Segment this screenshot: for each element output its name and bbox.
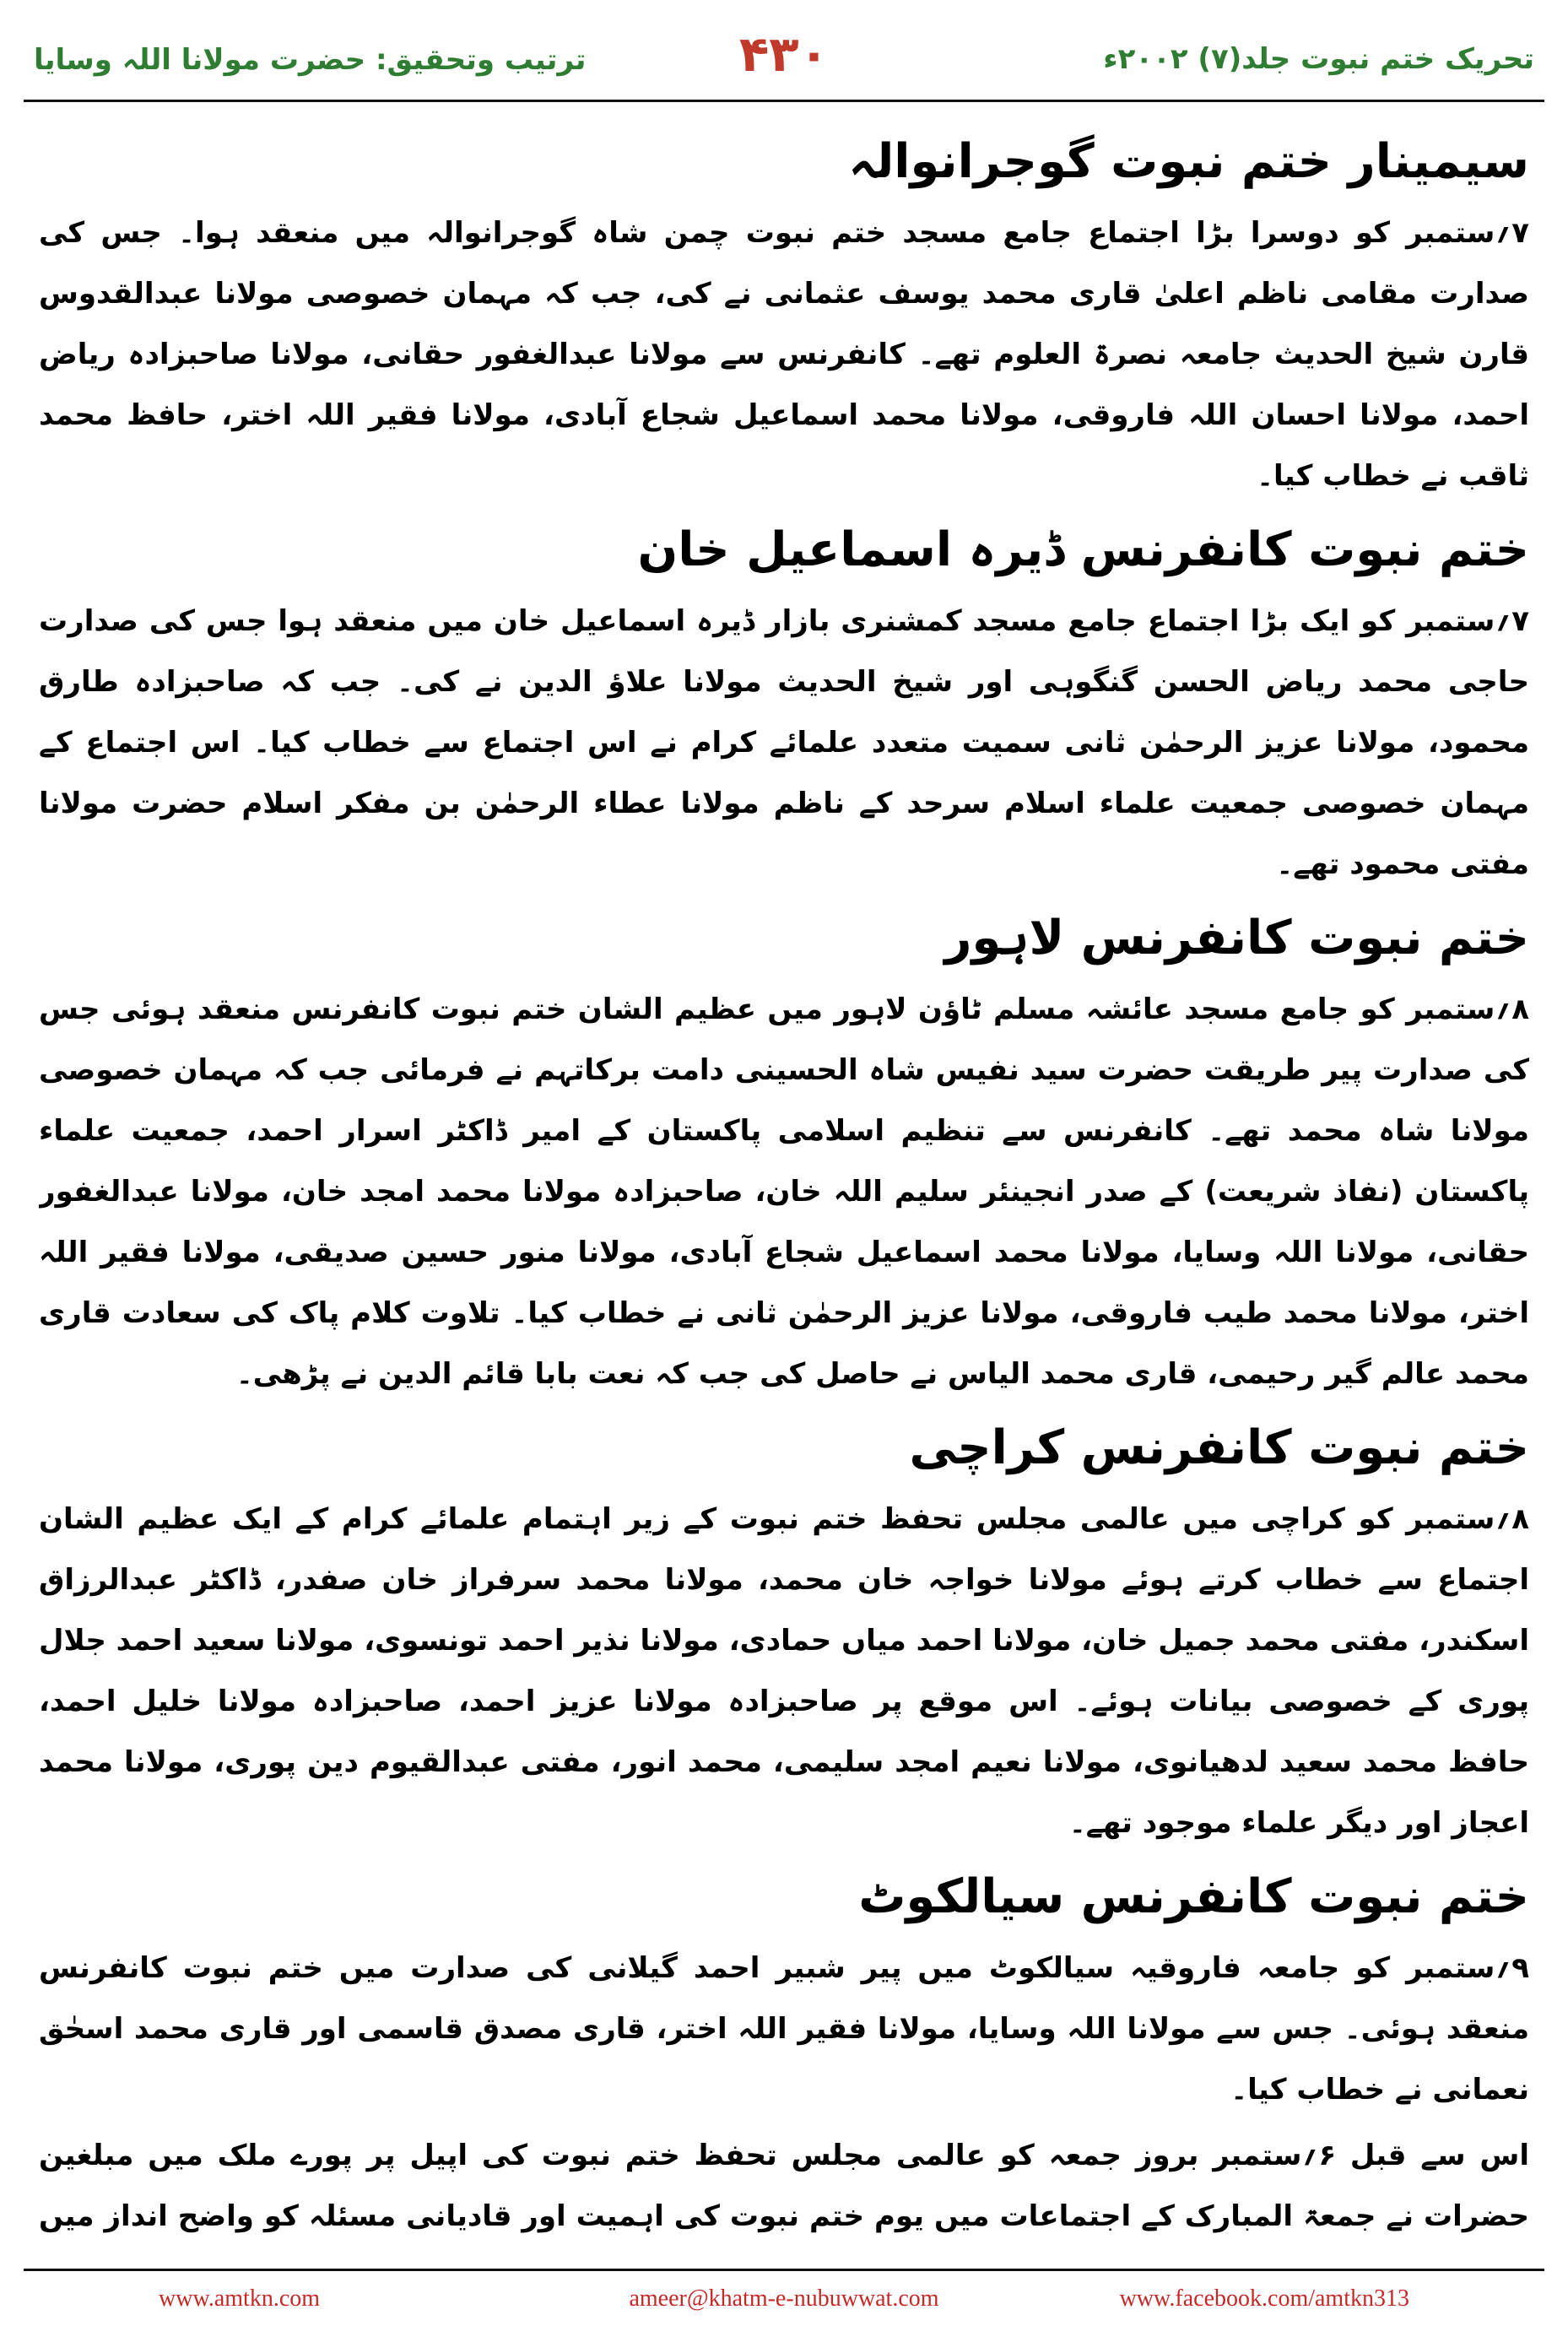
section-lahore bbox=[39, 905, 1529, 1404]
header-book-title: تحریک ختم نبوت جلد(۷) ۲۰۰۲ء bbox=[1103, 42, 1534, 76]
section-title: ختم نبوت کانفرنس کراچی bbox=[909, 1420, 1529, 1475]
footer-divider bbox=[24, 2269, 1544, 2271]
footer-facebook-link[interactable]: www.facebook.com/amtkn313 bbox=[1119, 2285, 1409, 2312]
footer-email-link[interactable]: ameer@khatm-e-nubuwwat.com bbox=[629, 2285, 939, 2312]
section-sialkot bbox=[39, 1863, 1529, 2258]
section-title: ختم نبوت کانفرنس لاہور bbox=[944, 911, 1529, 965]
section-karachi bbox=[39, 1414, 1529, 1853]
paragraph: ۸؍ستمبر کو کراچی میں عالمی مجلس تحفظ ختم نبوت کے زیر اہتمام علمائے کرام کے ایک عظیم الشان اجتماع سے خطاب کرتے ہوئے مولانا خواجہ خان محمد، مولانا محمد سرفراز خان صفدر، ڈاکٹر عبدالرزاق اسکندر، مفتی محمد جمیل خان، مولانا احمد میاں حمادی، مولانا نذیر احمد تونسوی، مولانا سعید احمد جلال پوری کے خصوصی بیانات ہوئے۔ اس موقع پر صاحبزادہ مولانا عزیز احمد، صاحبزادہ مولانا خلیل احمد، حافظ محمد سعید لدھیانوی، مولانا نعیم امجد سلیمی، محمد انور، مفتی عبدالقیوم دین پوری، مولانا محمد اعجاز اور دیگر علماء موجود تھے۔ bbox=[39, 1502, 1529, 1840]
footer-website-link[interactable]: www.amtkn.com bbox=[159, 2285, 321, 2312]
page-footer bbox=[24, 2279, 1544, 2321]
paragraph: ۷؍ستمبر کو ایک بڑا اجتماع جامع مسجد کمشنری بازار ڈیرہ اسماعیل خان میں منعقد ہوا جس کی صدارت حاجی محمد ریاض الحسن گنگوہی اور شیخ الحدیث مولانا علاؤ الدین نے کی۔ جب کہ صاحبزادہ طارق محمود، مولانا عزیز الرحمٰن ثانی سمیت متعدد علمائے کرام نے اس اجتماع سے خطاب کیا۔ اس اجتماع کے مہمان خصوصی جمعیت علماء اسلام سرحد کے ناظم مولانا عطاء الرحمٰن بن مفکر اسلام حضرت مولانا مفتی محمود تھے۔ bbox=[39, 604, 1529, 881]
section-title: ختم نبوت کانفرنس سیالکوٹ bbox=[858, 1869, 1529, 1924]
page-content bbox=[39, 118, 1529, 2258]
header-compiler: ترتیب وتحقیق: حضرت مولانا اللہ وسایا bbox=[34, 43, 587, 77]
page-header bbox=[24, 25, 1544, 93]
section-title: سیمینار ختم نبوت گوجرانوالہ bbox=[848, 134, 1529, 189]
section-dera-ismail-khan bbox=[39, 517, 1529, 895]
paragraph: ۷؍ستمبر کو دوسرا بڑا اجتماع جامع مسجد ختم نبوت چمن شاہ گوجرانوالہ میں منعقد ہوا۔ جس کی صدارت مقامی ناظم اعلیٰ قاری محمد یوسف عثمانی نے کی، جب کہ مہمان خصوصی مولانا عبدالقدوس قارن شیخ الحدیث جامعہ نصرۃ العلوم تھے۔ کانفرنس سے مولانا عبدالغفور حقانی، مولانا صاحبزادہ ریاض احمد، مولانا احسان اللہ فاروقی، مولانا محمد اسماعیل شجاع آبادی، مولانا فقیر اللہ اختر، حافظ محمد ثاقب نے خطاب کیا۔ bbox=[39, 216, 1529, 493]
paragraph: ۹؍ستمبر کو جامعہ فاروقیہ سیالکوٹ میں پیر شبیر احمد گیلانی کی صدارت میں ختم نبوت کانفرنس منعقد ہوئی۔ جس سے مولانا اللہ وسایا، مولانا فقیر اللہ اختر، قاری مصدق قاسمی اور قاری محمد اسحٰق نعمانی نے خطاب کیا۔ bbox=[39, 1951, 1529, 2107]
section-title: ختم نبوت کانفرنس ڈیرہ اسماعیل خان bbox=[637, 522, 1529, 577]
section-gujranwala bbox=[39, 128, 1529, 506]
header-divider bbox=[24, 100, 1544, 102]
page-number: ۴۳۰ bbox=[738, 25, 830, 83]
paragraph: ۸؍ستمبر کو جامع مسجد عائشہ مسلم ٹاؤن لاہور میں عظیم الشان ختم نبوت کانفرنس منعقد ہوئی جس کی صدارت پیر طریقت حضرت سید نفیس شاہ الحسینی دامت برکاتہم نے فرمائی جب کہ مہمان خصوصی مولانا شاہ محمد تھے۔ کانفرنس سے تنظیم اسلامی پاکستان کے امیر ڈاکٹر اسرار احمد، جمعیت علماء پاکستان (نفاذ شریعت) کے صدر انجینئر سلیم اللہ خان، صاحبزادہ مولانا محمد امجد خان، مولانا عبدالغفور حقانی، مولانا اللہ وسایا، مولانا محمد اسماعیل شجاع آبادی، مولانا منور حسین صدیقی، مولانا فقیر اللہ اختر، مولانا محمد طیب فاروقی، مولانا عزیز الرحمٰن ثانی نے خطاب کیا۔ تلاوت کلام پاک کی سعادت قاری محمد عالم گیر رحیمی، قاری محمد الیاس نے حاصل کی جب کہ نعت بابا قائم الدین نے پڑھی۔ bbox=[39, 993, 1529, 1391]
paragraph: اس سے قبل ۶؍ستمبر بروز جمعہ کو عالمی مجلس تحفظ ختم نبوت کی اپیل پر پورے ملک میں مبلغین حضرات نے جمعۃ المبارک کے اجتماعات میں یوم ختم نبوت کی اہمیت اور قادیانی مسئلہ کو واضح انداز میں bbox=[39, 2139, 1529, 2233]
